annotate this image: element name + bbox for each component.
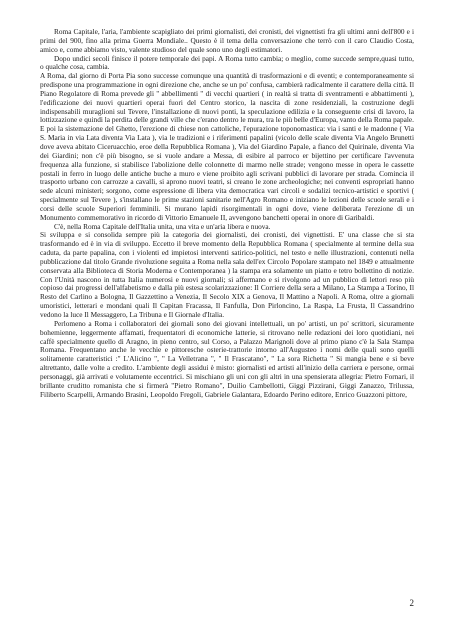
paragraph-collaborators: Perlomeno a Roma i collaboratori dei giornali sono dei giovani intellettuali, un po' artisti, un po' scrittori, sicuramente bohemienne, leggermente affamati, frequentatori di economiche latterie, si ritrovano nelle redazioni dei loro quotidiani, nei caffè specialmente quello di Aragno, in pieno centro, sul Corso, a Palazzo Marignoli dove al primo piano c'è la Sala Stampa Romana. Frequentano anche le vecchie e pittoresche osterie-trattorie intorno all'Augusteo i nomi delle quali sono quelli solitamente caratteristici :" L'Alicino ", " La Velletrana ", " Il Frascatano", " La sora Richetta " Si mangia bene e si beve altrettanto, dalle volte a credito. L'ambiente degli assidui è misto: giornalisti ed artisti all'inizio della carriera e persone, ormai personaggi, già arrivati e volutamente eccentrici. Si mischiano gli uni con gli altri in una spensierata allegria: Pietro Fornari, il brillante cruditto romanista che si firmerà "Pietro Romano", Duilio Cambellotti, Giggi Pizzirani, Giggi Zanazzo, Trilussa, Filiberto Scarpelli, Armando Brasini, Leopoldo Fregoli, Gabriele Galantara, Edoardo Perino editore, Enrico Guazzoni pittore,	[40, 318, 414, 399]
paragraph-journalists: Si sviluppa e si consolida sempre più la categoria dei giornalisti, dei cronisti, dei vignettisti. E' una classe che si sta trasformando ed è in via di sviluppo. Eccetto il breve momento della Repubblica Romana ( specialmente al termine della sua caduta, da parte papalina, con i violenti ed impietosi interventi satirico-politici, nel testo e nelle illustrazioni, contenuti nella pubblicazione dal titolo Grande rivoluzione seguita a Roma nella sala dell'ex Circolo Popolare stampato nel 1849 e attualmente conservata alla Biblioteca di Storia Moderna e Contemporanea ) la stampa era solamente un piatto e tetro bollettino di notizie. Con l'Unità nascono in tutta Italia numerosi e nuovi giornali; si affermano e si rivolgono ad un pubblico di lettori reso più copioso dai progressi dell'alfabetismo e dalla più estesa scolarizzazione: Il Corriere della sera a Milano, La Stampa a Torino, Il Resto del Carlino a Bologna, Il Gazzettino a Venezia, Il Secolo XIX a Genova, Il Mattino a Napoli. A Roma, oltre a giornali umoristici, letterari e mondani quali Il Capitan Fracassa, Il Fanfulla, Don Pirloncino, La Raspa, La Frusta, Il Cassandrino vedono la luce Il Messaggero, La Tribuna e Il Giornale d'Italia.	[40, 230, 414, 319]
paragraph-intro: Roma Capitale, l'aria, l'ambiente scapigliato dei primi giornalisti, dei cronisti, dei vignettisti fra gli ultimi anni dell'800 e i primi del 900, fino alla prima Guerra Mondiale.. Questo è il tema della conversazione che terrò con il caro Claudio Costa, amico e, come abbiamo visto, valente studioso del quale sono uno degli estimatori.	[40, 27, 414, 54]
page-number: 2	[409, 598, 414, 608]
paragraph-transformations: A Roma, dal giorno di Porta Pia sono successe comunque una quantità di trasformazioni e di eventi; e contemporaneamente si predispone una programmazione in ogni direzione che, anche se un po' confusa, cambierà radicalmente il carattere della città. Il Piano Regolatore di Roma prevede gli " abbellimenti " di vecchi quartieri ( in realtà si tratta di sventramenti e abbattimenti ), l'edificazione dei nuovi quartieri operai fuori del Centro storico, la nascita di zone residenziali, la costruzione degli indispensabili muraglioni sul Tevere, l'installazione di nuovi ponti, la speculazione edilizia e la conseguente crisi di lavoro, la lottizzazione e quindi la perdita delle grandi ville che c'erano dentro le mura, tra le più belle d'Europa, vanto della Roma papale. E poi la sistemazione del Ghetto, l'erezione di chiese non cattoliche, l'epurazione toponomastica: via i santi e le madonne ( Via S. Maria in via Lata diventa Via Lata ), via le tradizioni e i riferimenti papalini (vicolo delle scale diventa Via Angelo Brunetti dove aveva abitato Ciceruacchio, eroe della Repubblica Romana ), Via del Giardino Papale, a fianco del Quirinale, diventa Via dei Giardini; non c'è più bisogno, se si vuole andare a Messa, di esibire al parroco er bijettino per certificare l'avvenuta frequenza alla funzione, si stabilisce l'abolizione delle colonnette di marmo nelle strade; vengono messe in opera le cassette postali in ferro in luogo delle antiche buche a muro e viene proibito agli scrivani pubblici di lavorare per strada. Comincia il trasporto urbano con carrozze a cavalli, si aprono nuovi teatri, si creano le zone archeologiche; nei conventi espropriati hanno sede alcuni ministeri; sorgono, come espressione di libera vita democratica vari circoli e sodalizi tecnico-artistici e sportivi ( specialmente sul Tevere ), s'installano le prime stazioni sanitarie nell'Agro Romano e iniziano le lezioni delle scuole serali e i corsi delle scuole Superiori femminili. Si murano lapidi risorgimentali in ogni dove, viene deliberata l'erezione di un Monumento commemorativo in ricordo di Vittorio Emanuele II, avvengono banchetti operai in onore di Garibaldi.	[40, 71, 414, 222]
paragraph-new-life: C'è, nella Roma Capitale dell'Italia unita, una vita e un'aria libera e nuova.	[54, 221, 271, 231]
paragraph-papal-power: Dopo undici secoli finisce il potere temporale dei papi. A Roma tutto cambia; o meglio, come succede sempre,quasi tutto, o qualche cosa, cambia.	[40, 53, 414, 72]
document-body	[40, 28, 414, 399]
